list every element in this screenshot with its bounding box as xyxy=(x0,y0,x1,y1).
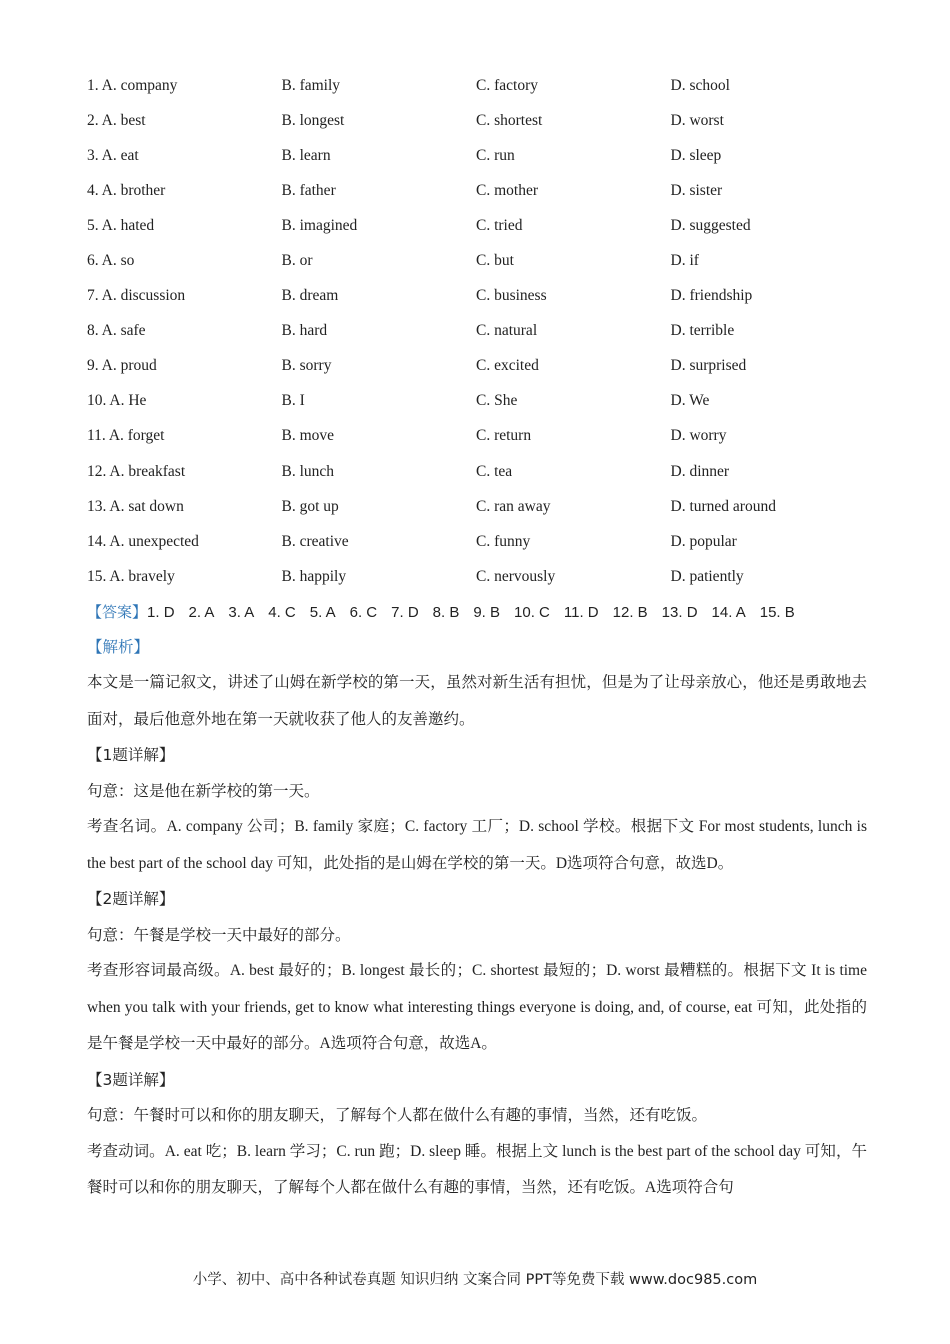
option-row xyxy=(87,454,867,489)
option-row xyxy=(87,243,867,278)
option-cell: B. got up xyxy=(281,497,339,515)
option-cell: B. imagined xyxy=(281,216,358,234)
option-cell: B. happily xyxy=(281,567,347,585)
option-cell: C. funny xyxy=(476,532,531,550)
option-cell: B. lunch xyxy=(281,462,335,480)
answer-values xyxy=(147,603,809,621)
answer-item: 2. A xyxy=(188,603,215,621)
option-cell: B. longest xyxy=(281,111,345,129)
answer-item: 12. B xyxy=(612,603,648,621)
option-row xyxy=(87,524,867,559)
option-cell: 13. A. sat down xyxy=(87,497,184,515)
option-cell: D. surprised xyxy=(670,357,747,375)
option-row xyxy=(87,419,867,454)
option-cell: 3. A. eat xyxy=(87,146,139,164)
option-row xyxy=(87,384,867,419)
option-cell: C. excited xyxy=(476,357,539,375)
option-cell: D. sleep xyxy=(670,146,722,164)
option-cell: C. tea xyxy=(476,462,513,480)
option-cell: B. sorry xyxy=(281,357,332,375)
option-cell: D. dinner xyxy=(670,462,730,480)
detail-meaning: 句意：午餐是学校一天中最好的部分。 xyxy=(87,926,351,944)
option-cell: 8. A. safe xyxy=(87,322,146,340)
option-cell: B. father xyxy=(281,181,336,199)
answer-item: 4. C xyxy=(268,603,296,621)
option-cell: D. friendship xyxy=(670,287,753,305)
answer-label: 【答案】 xyxy=(87,603,148,622)
answer-item: 14. A xyxy=(711,603,746,621)
option-cell: C. tried xyxy=(476,216,523,234)
option-row xyxy=(87,349,867,384)
option-row xyxy=(87,208,867,243)
detail-heading: 【1题详解】 xyxy=(87,746,175,764)
page-footer: 小学、初中、高中各种试卷真题 知识归纳 文案合同 PPT等免费下载 www.doc985.com xyxy=(192,1272,758,1288)
option-cell: D. if xyxy=(670,252,699,270)
option-cell: 14. A. unexpected xyxy=(87,532,199,550)
option-cell: D. suggested xyxy=(670,216,751,234)
option-cell: B. dream xyxy=(281,287,339,305)
option-cell: C. She xyxy=(476,392,518,410)
answer-item: 3. A xyxy=(228,603,255,621)
answer-item: 10. C xyxy=(514,603,550,621)
answer-item: 11. D xyxy=(563,603,599,621)
analysis-label: 【解析】 xyxy=(87,637,150,656)
option-cell: 10. A. He xyxy=(87,392,147,410)
option-row xyxy=(87,138,867,173)
option-row xyxy=(87,103,867,138)
answer-item: 5. A xyxy=(309,603,336,621)
option-cell: C. shortest xyxy=(476,111,543,129)
option-row xyxy=(87,314,867,349)
option-cell: C. factory xyxy=(476,76,538,94)
option-row xyxy=(87,559,867,594)
option-cell: D. sister xyxy=(670,181,723,199)
option-cell: 11. A. forget xyxy=(87,427,165,445)
option-cell: 9. A. proud xyxy=(87,357,157,375)
answer-item: 9. B xyxy=(473,603,501,621)
option-cell: 4. A. brother xyxy=(87,181,166,199)
option-cell: C. business xyxy=(476,287,547,305)
answer-item: 8. B xyxy=(432,603,460,621)
option-cell: C. run xyxy=(476,146,515,164)
option-cell: B. hard xyxy=(281,322,328,340)
option-row xyxy=(87,279,867,314)
option-cell: 1. A. company xyxy=(87,76,178,94)
option-row xyxy=(87,68,867,103)
option-cell: 5. A. hated xyxy=(87,216,155,234)
option-cell: 12. A. breakfast xyxy=(87,462,186,480)
document-page xyxy=(87,68,867,1207)
option-cell: 6. A. so xyxy=(87,252,135,270)
option-row xyxy=(87,173,867,208)
option-row xyxy=(87,489,867,524)
answer-item: 1. D xyxy=(147,603,175,621)
detail-explanation: 考查形容词最高级。A. best 最好的；B. longest 最长的；C. shortest 最短的；D. worst 最糟糕的。根据下文 It is time when you talk with your friends, get to know what interesting things everyone is doing, and, of course, eat 可知，此处指的是午餐是学校一天中最好的部分。A选项符合句意，故选A。 xyxy=(87,962,867,1052)
detail-meaning: 句意：这是他在新学校的第一天。 xyxy=(87,782,320,800)
option-cell: B. move xyxy=(281,427,335,445)
option-cell: C. return xyxy=(476,427,532,445)
option-cell: B. I xyxy=(281,392,305,410)
option-cell: C. nervously xyxy=(476,567,556,585)
option-cell: 2. A. best xyxy=(87,111,146,129)
detail-heading: 【2题详解】 xyxy=(87,890,175,908)
option-cell: 15. A. bravely xyxy=(87,567,175,585)
option-cell: D. worst xyxy=(670,111,724,129)
detail-explanation: 考查名词。A. company 公司；B. family 家庭；C. factory 工厂；D. school 学校。根据下文 For most students, lunch is the best part of the school day 可知，此处指的是山姆在学校的第一天。D选项符合句意，故选D。 xyxy=(87,818,867,872)
answer-item: 13. D xyxy=(661,603,698,621)
option-cell: C. but xyxy=(476,252,514,270)
option-cell: D. popular xyxy=(670,532,737,550)
summary-paragraph: 本文是一篇记叙文，讲述了山姆在新学校的第一天，虽然对新生活有担忧，但是为了让母亲放心，他还是勇敢地去面对，最后他意外地在第一天就收获了他人的友善邀约。 xyxy=(87,674,867,728)
option-cell: C. natural xyxy=(476,322,538,340)
option-cell: D. terrible xyxy=(670,322,735,340)
option-cell: D. turned around xyxy=(670,497,776,515)
option-cell: B. creative xyxy=(281,532,349,550)
option-cell: B. or xyxy=(281,252,313,270)
answer-item: 6. C xyxy=(349,603,378,621)
option-cell: B. family xyxy=(281,76,341,94)
option-cell: D. We xyxy=(670,392,710,410)
answer-item: 7. D xyxy=(391,603,419,621)
answer-item: 15. B xyxy=(759,603,795,621)
option-cell: D. school xyxy=(670,76,730,94)
details-section xyxy=(87,738,867,1207)
option-cell: B. learn xyxy=(281,146,331,164)
option-cell: D. patiently xyxy=(670,567,744,585)
option-cell: C. ran away xyxy=(476,497,551,515)
option-cell: C. mother xyxy=(476,181,538,199)
answer-line xyxy=(87,594,867,629)
detail-explanation: 考查动词。A. eat 吃；B. learn 学习；C. run 跑；D. sleep 睡。根据上文 lunch is the best part of the school day 可知，午餐时可以和你的朋友聊天，了解每个人都在做什么有趣的事情，当然，还有吃饭。A选项符合句 xyxy=(87,1142,867,1196)
option-cell: 7. A. discussion xyxy=(87,287,186,305)
option-cell: D. worry xyxy=(670,427,727,445)
options-list xyxy=(87,68,867,594)
detail-meaning: 句意：午餐时可以和你的朋友聊天，了解每个人都在做什么有趣的事情，当然，还有吃饭。 xyxy=(87,1107,708,1124)
detail-heading: 【3题详解】 xyxy=(87,1070,175,1089)
